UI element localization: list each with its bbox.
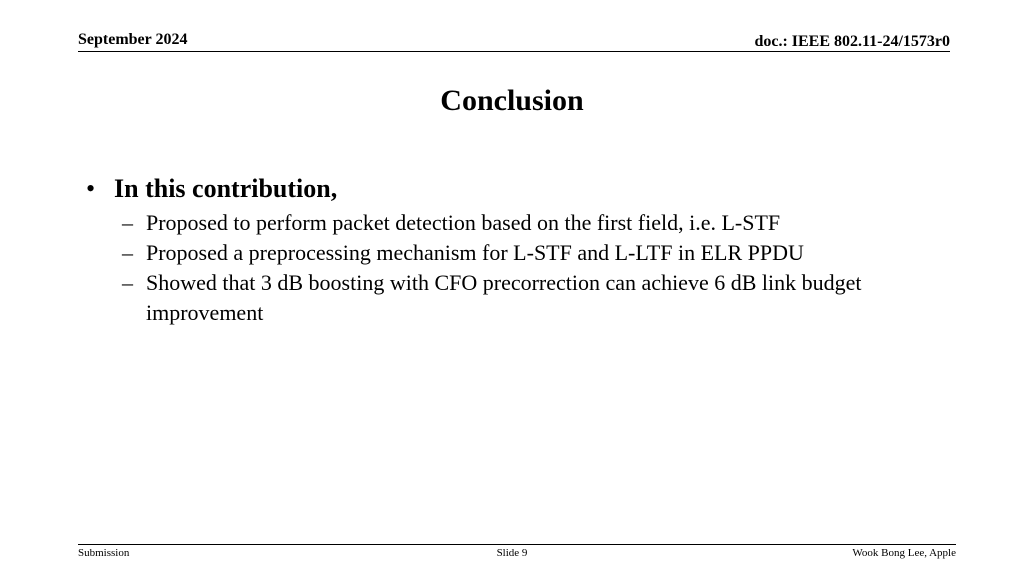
footer-slide-number: Slide 9 (496, 547, 528, 559)
sub-bullet-dash: – (122, 270, 133, 295)
sub-bullet-text: Proposed a preprocessing mechanism for L-STF and L-LTF in ELR PPDU (146, 240, 804, 265)
sub-bullet-dash: – (122, 240, 133, 265)
header-doc-id: doc.: IEEE 802.11-24/1573r0 (754, 33, 950, 50)
sub-bullet-text: Showed that 3 dB boosting with CFO precorrection can achieve 6 dB link budget improvement (146, 270, 862, 325)
bullet-text: In this contribution, (114, 174, 338, 203)
sub-bullet-item (122, 268, 936, 328)
footer-author: Wook Bong Lee, Apple (852, 547, 956, 559)
sub-bullet-dash: – (122, 210, 133, 235)
sub-bullet-item (122, 208, 936, 238)
sub-bullet-list (122, 208, 936, 328)
header-date: September 2024 (78, 31, 188, 48)
sub-bullet-item (122, 238, 936, 268)
bullet-item (86, 172, 936, 206)
bullet-mark: • (86, 174, 96, 203)
footer-divider (78, 544, 956, 545)
footer-submission: Submission (78, 547, 130, 559)
header-divider (78, 51, 950, 52)
slide-title: Conclusion (440, 84, 584, 117)
slide-content (86, 172, 936, 328)
sub-bullet-text: Proposed to perform packet detection based on the first field, i.e. L-STF (146, 210, 781, 235)
